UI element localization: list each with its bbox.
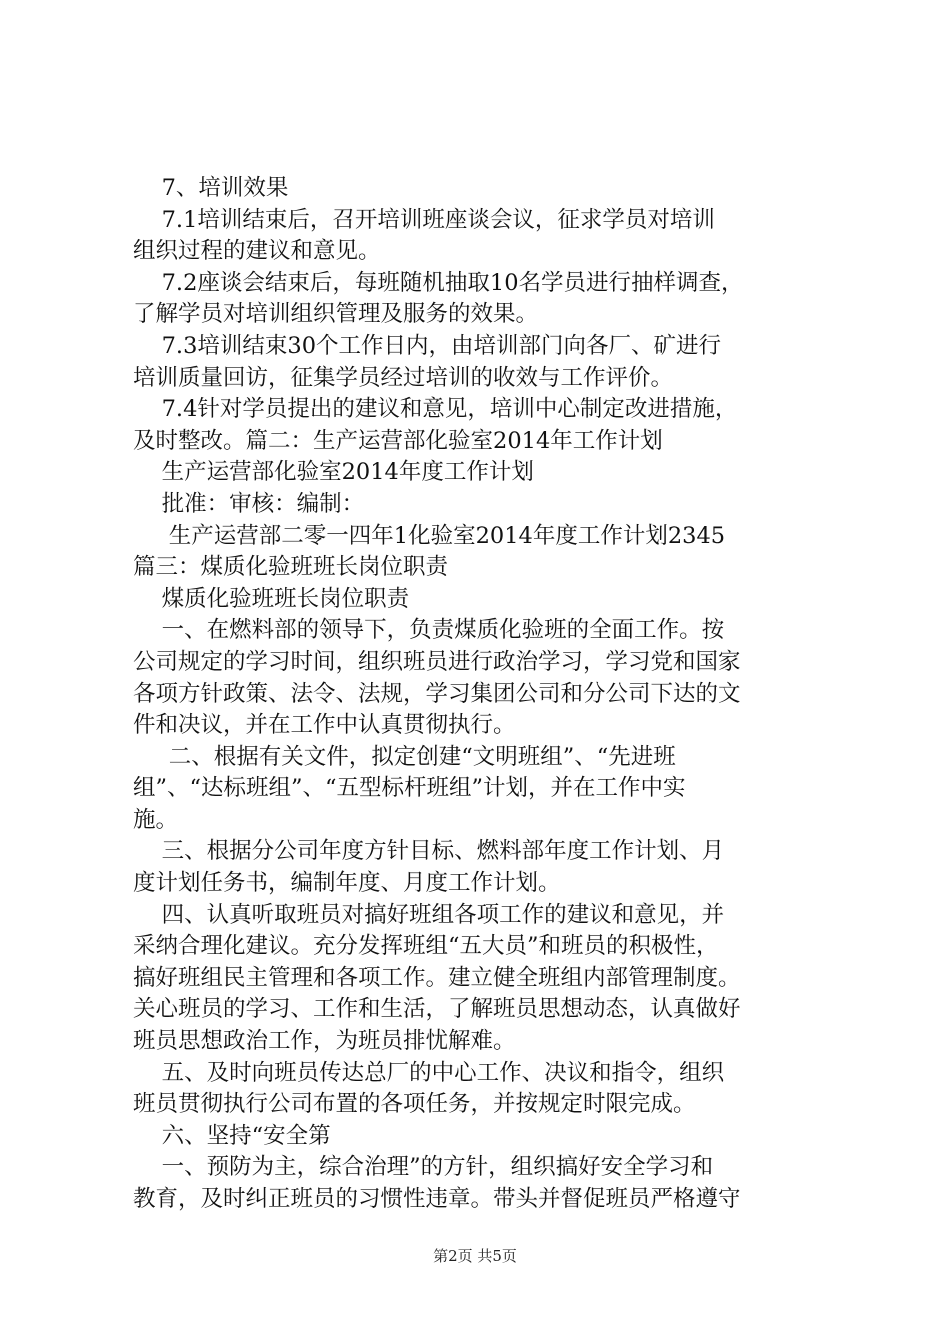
text-line: 六、坚持“安全第 bbox=[133, 1122, 331, 1149]
text-line: 了解学员对培训组织管理及服务的效果。 bbox=[133, 301, 539, 328]
text-line: 施。 bbox=[133, 806, 179, 833]
text-line: 各项方针政策、法令、法规，学习集团公司和分公司下达的文 bbox=[133, 680, 741, 707]
text-line: 一、预防为主，综合治理”的方针，组织搞好安全学习和 bbox=[133, 1154, 714, 1181]
text-line: 二、根据有关文件，拟定创建“文明班组”、“先进班 bbox=[133, 743, 676, 770]
text-line: 煤质化验班班长岗位职责 bbox=[133, 585, 410, 612]
text-line: 及时整改。篇二：生产运营部化验室2014年工作计划 bbox=[133, 427, 663, 454]
text-line: 三、根据分公司年度方针目标、燃料部年度工作计划、月 bbox=[133, 838, 725, 865]
text-line: 搞好班组民主管理和各项工作。建立健全班组内部管理制度。 bbox=[133, 964, 741, 991]
text-line: 公司规定的学习时间，组织班员进行政治学习，学习党和国家 bbox=[133, 648, 741, 675]
text-line: 五、及时向班员传达总厂的中心工作、决议和指令，组织 bbox=[133, 1059, 725, 1086]
text-line: 7.3培训结束30个工作日内，由培训部门向各厂、矿进行 bbox=[133, 332, 722, 359]
text-line: 班员贯彻执行公司布置的各项任务，并按规定时限完成。 bbox=[133, 1091, 696, 1118]
document-body bbox=[133, 173, 833, 1216]
text-line: 一、在燃料部的领导下，负责煤质化验班的全面工作。按 bbox=[133, 617, 725, 644]
text-line: 篇三：煤质化验班班长岗位职责 bbox=[133, 554, 449, 581]
text-line: 7.4针对学员提出的建议和意见，培训中心制定改进措施， bbox=[133, 396, 738, 423]
text-line: 关心班员的学习、工作和生活，了解班员思想动态，认真做好 bbox=[133, 996, 741, 1023]
text-line: 采纳合理化建议。充分发挥班组“五大员”和班员的积极性， bbox=[133, 933, 719, 960]
text-line: 7.2座谈会结束后，每班随机抽取10名学员进行抽样调查， bbox=[133, 269, 744, 296]
text-line: 生产运营部化验室2014年度工作计划 bbox=[133, 459, 534, 486]
text-line: 7.1培训结束后，召开培训班座谈会议，征求学员对培训 bbox=[133, 206, 715, 233]
text-line: 组”、“达标班组”、“五型标杆班组”计划，并在工作中实 bbox=[133, 775, 686, 802]
text-line: 件和决议，并在工作中认真贯彻执行。 bbox=[133, 712, 516, 739]
page-number-label: 第2页 共5页 bbox=[433, 1247, 517, 1265]
text-line: 组织过程的建议和意见。 bbox=[133, 238, 381, 265]
text-line: 四、认真听取班员对搞好班组各项工作的建议和意见，并 bbox=[133, 901, 725, 928]
text-line: 班员思想政治工作，为班员排忧解难。 bbox=[133, 1028, 516, 1055]
text-line: 度计划任务书，编制年度、月度工作计划。 bbox=[133, 870, 561, 897]
page-footer bbox=[0, 1246, 950, 1266]
text-line: 生产运营部二零一四年1化验室2014年度工作计划2345 bbox=[133, 522, 726, 549]
text-line: 批准：审核：编制： bbox=[133, 490, 365, 517]
text-line: 教育，及时纠正班员的习惯性违章。带头并督促班员严格遵守 bbox=[133, 1186, 741, 1212]
text-line: 7、培训效果 bbox=[133, 175, 289, 201]
text-line: 培训质量回访，征集学员经过培训的收效与工作评价。 bbox=[133, 364, 674, 391]
